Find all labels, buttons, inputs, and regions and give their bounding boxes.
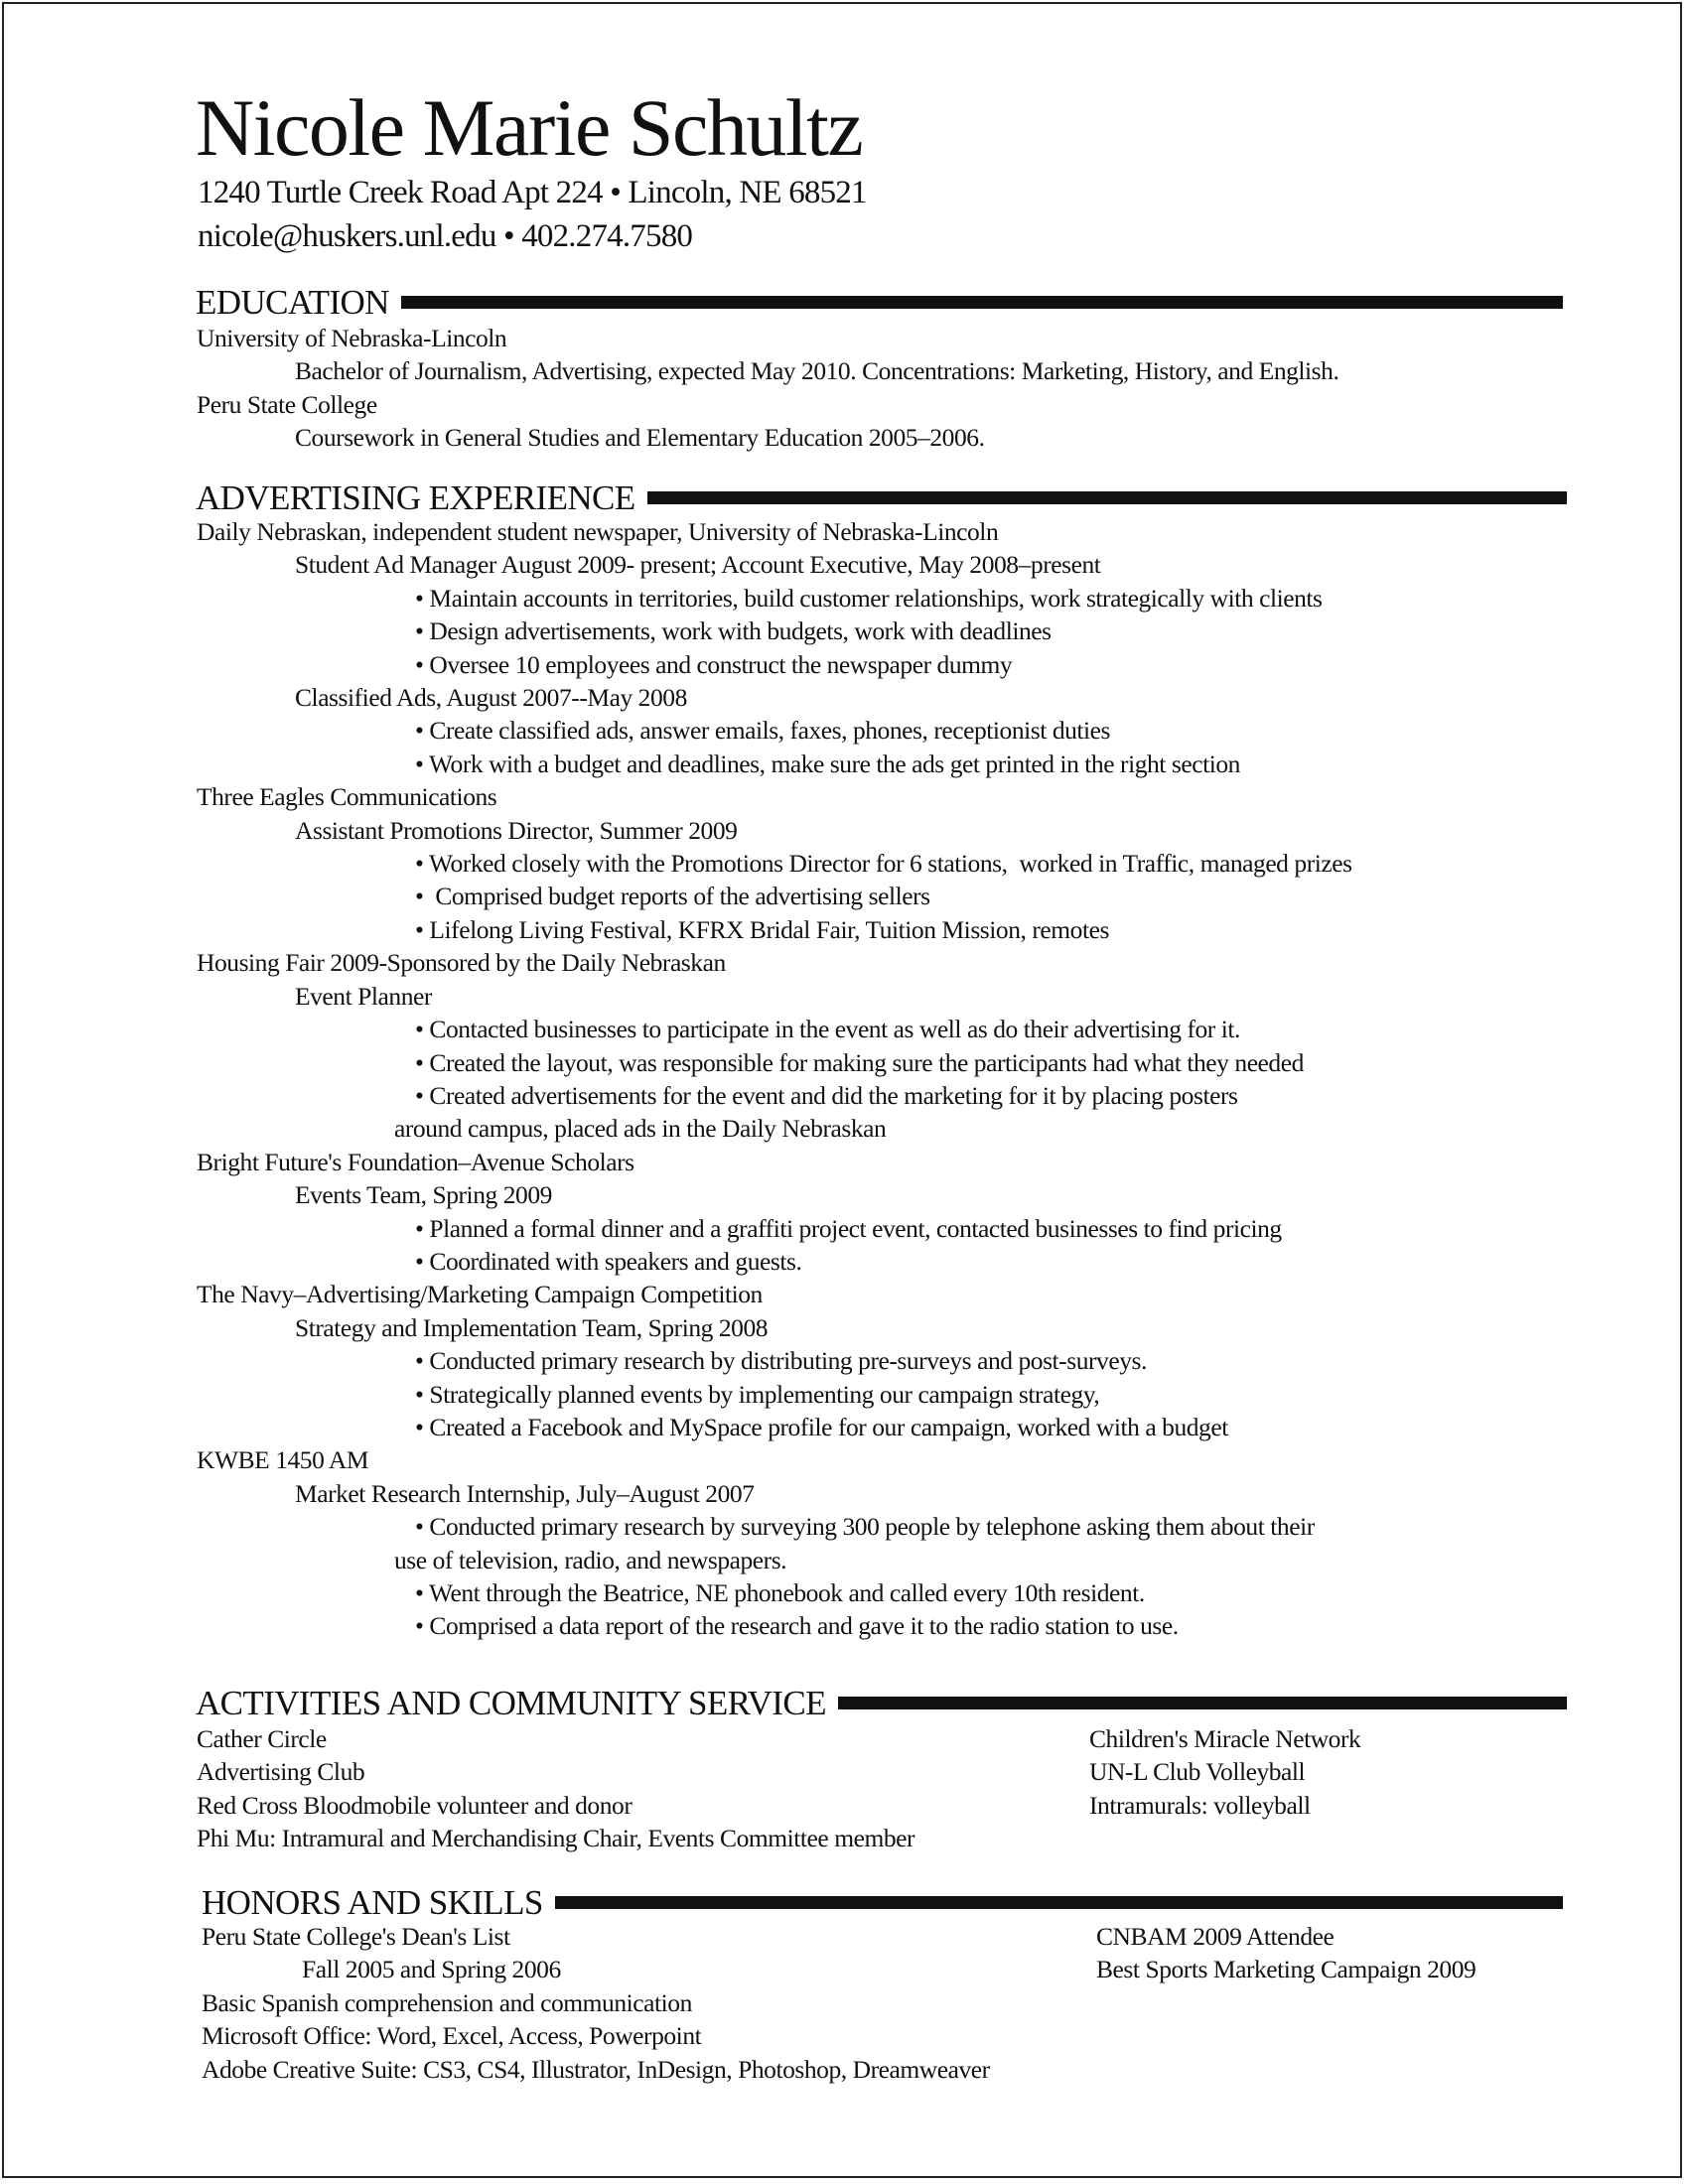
experience-section [197, 515, 1352, 1643]
list-item: UN-L Club Volleyball [1089, 1757, 1306, 1787]
heading-rule [555, 1896, 1563, 1909]
entry-title: Peru State College's Dean's List [202, 1922, 510, 1951]
contact-line: nicole@huskers.unl.edu • 402.274.7580 [198, 218, 693, 254]
entry-title: Three Eagles Communications [197, 782, 497, 812]
bullet-item: • Coordinated with speakers and guests. [415, 1246, 802, 1276]
heading-rule [647, 491, 1567, 504]
bullet-item: • Oversee 10 employees and construct the newspaper dummy [415, 649, 1013, 679]
entry-title: Daily Nebraskan, independent student newspaper, University of Nebraska-Lincoln [197, 517, 999, 546]
list-item: Cather Circle [197, 1724, 327, 1753]
bullet-item: • Contacted businesses to participate in the event as well as do their advertising for it. [415, 1015, 1240, 1044]
bullet-item: • Design advertisements, work with budgets, work with deadlines [415, 616, 1052, 646]
entry-subtitle: Coursework in General Studies and Elementary Education 2005–2006. [295, 423, 985, 453]
entry-subtitle: Strategy and Implementation Team, Spring 2008 [295, 1312, 769, 1342]
entry-subtitle: Classified Ads, August 2007--May 2008 [295, 683, 687, 713]
bullet-item: use of television, radio, and newspapers. [394, 1545, 787, 1574]
bullet-item: • Planned a formal dinner and a graffiti project event, contacted businesses to find pricing [415, 1213, 1282, 1243]
bullet-item: • Went through the Beatrice, NE phonebook and called every 10th resident. [415, 1578, 1145, 1607]
education-heading [196, 282, 1563, 322]
heading-rule [838, 1697, 1567, 1709]
entry-title: Bright Future's Foundation–Avenue Scholars [197, 1147, 634, 1176]
activities-title: ACTIVITIES AND COMMUNITY SERVICE [196, 1683, 826, 1722]
entry-title: Basic Spanish comprehension and communication [202, 1987, 692, 2017]
education-title: EDUCATION [196, 282, 389, 322]
bullet-item: around campus, placed ads in the Daily Nebraskan [394, 1114, 887, 1144]
bullet-item: • Conducted primary research by surveying 300 people by telephone asking them about their [415, 1512, 1315, 1542]
entry-subtitle: Event Planner [295, 981, 432, 1011]
bullet-item: • Strategically planned events by implementing our campaign strategy, [415, 1379, 1100, 1409]
entry-subtitle: Events Team, Spring 2009 [295, 1180, 552, 1210]
entry-subtitle: Student Ad Manager August 2009- present; Account Executive, May 2008–present [295, 550, 1101, 580]
list-item: Phi Mu: Intramural and Merchandising Chair, Events Committee member [197, 1824, 915, 1853]
bullet-item: • Created the layout, was responsible for making sure the participants had what they needed [415, 1047, 1304, 1077]
entry-title: University of Nebraska-Lincoln [197, 324, 507, 352]
resume-name: Nicole Marie Schultz [196, 82, 863, 173]
entry-title: Peru State College [197, 389, 377, 419]
list-item: Intramurals: volleyball [1089, 1790, 1311, 1820]
bullet-item: • Conducted primary research by distributing pre-surveys and post-surveys. [415, 1346, 1147, 1376]
experience-heading [196, 478, 1567, 517]
list-item: Red Cross Bloodmobile volunteer and donor [197, 1790, 633, 1820]
honors-heading [202, 1882, 1563, 1922]
bullet-item: • Worked closely with the Promotions Director for 6 stations, worked in Traffic, managed prizes [415, 849, 1352, 879]
activities-heading [196, 1683, 1567, 1722]
bullet-item: • Comprised budget reports of the advertising sellers [415, 882, 930, 911]
entry-subtitle: Assistant Promotions Director, Summer 2009 [295, 815, 738, 845]
entry-title: Adobe Creative Suite: CS3, CS4, Illustrator, InDesign, Photoshop, Dreamweaver [202, 2054, 990, 2084]
list-item: Children's Miracle Network [1089, 1724, 1361, 1753]
bullet-item: • Created a Facebook and MySpace profile for our campaign, worked with a budget [415, 1412, 1228, 1441]
entry-title: Microsoft Office: Word, Excel, Access, Powerpoint [202, 2021, 702, 2051]
activities-right-column [1089, 1722, 1360, 1822]
heading-rule [401, 296, 1563, 309]
bullet-item: • Work with a budget and deadlines, make sure the ads get printed in the right section [415, 749, 1240, 778]
address-line: 1240 Turtle Creek Road Apt 224 • Lincoln, NE 68521 [198, 175, 867, 210]
activities-left-column [197, 1722, 914, 1855]
bullet-item: • Lifelong Living Festival, KFRX Bridal Fair, Tuition Mission, remotes [415, 914, 1109, 944]
honors-right-column [1096, 1920, 1476, 1986]
bullet-item: • Comprised a data report of the research and gave it to the radio station to use. [415, 1611, 1179, 1641]
entry-subtitle: Fall 2005 and Spring 2006 [302, 1955, 561, 1984]
entry-title: KWBE 1450 AM [197, 1445, 369, 1475]
entry-subtitle: Market Research Internship, July–August 2007 [295, 1478, 755, 1508]
list-item: Best Sports Marketing Campaign 2009 [1096, 1955, 1477, 1984]
bullet-item: • Created advertisements for the event and did the marketing for it by placing posters [415, 1080, 1238, 1110]
list-item: CNBAM 2009 Attendee [1096, 1922, 1335, 1951]
entry-title: The Navy–Advertising/Marketing Campaign Competition [197, 1280, 763, 1309]
bullet-item: • Create classified ads, answer emails, faxes, phones, receptionist duties [415, 716, 1111, 746]
honors-left-column [202, 1920, 990, 2086]
experience-title: ADVERTISING EXPERIENCE [196, 478, 635, 517]
bullet-item: • Maintain accounts in territories, build customer relationships, work strategically with clients [415, 583, 1323, 613]
entry-title: Housing Fair 2009-Sponsored by the Daily Nebraskan [197, 948, 726, 978]
education-section [197, 322, 1338, 455]
entry-subtitle: Bachelor of Journalism, Advertising, expected May 2010. Concentrations: Marketing, History, and English. [295, 356, 1339, 386]
honors-title: HONORS AND SKILLS [202, 1882, 543, 1922]
list-item: Advertising Club [197, 1757, 365, 1787]
